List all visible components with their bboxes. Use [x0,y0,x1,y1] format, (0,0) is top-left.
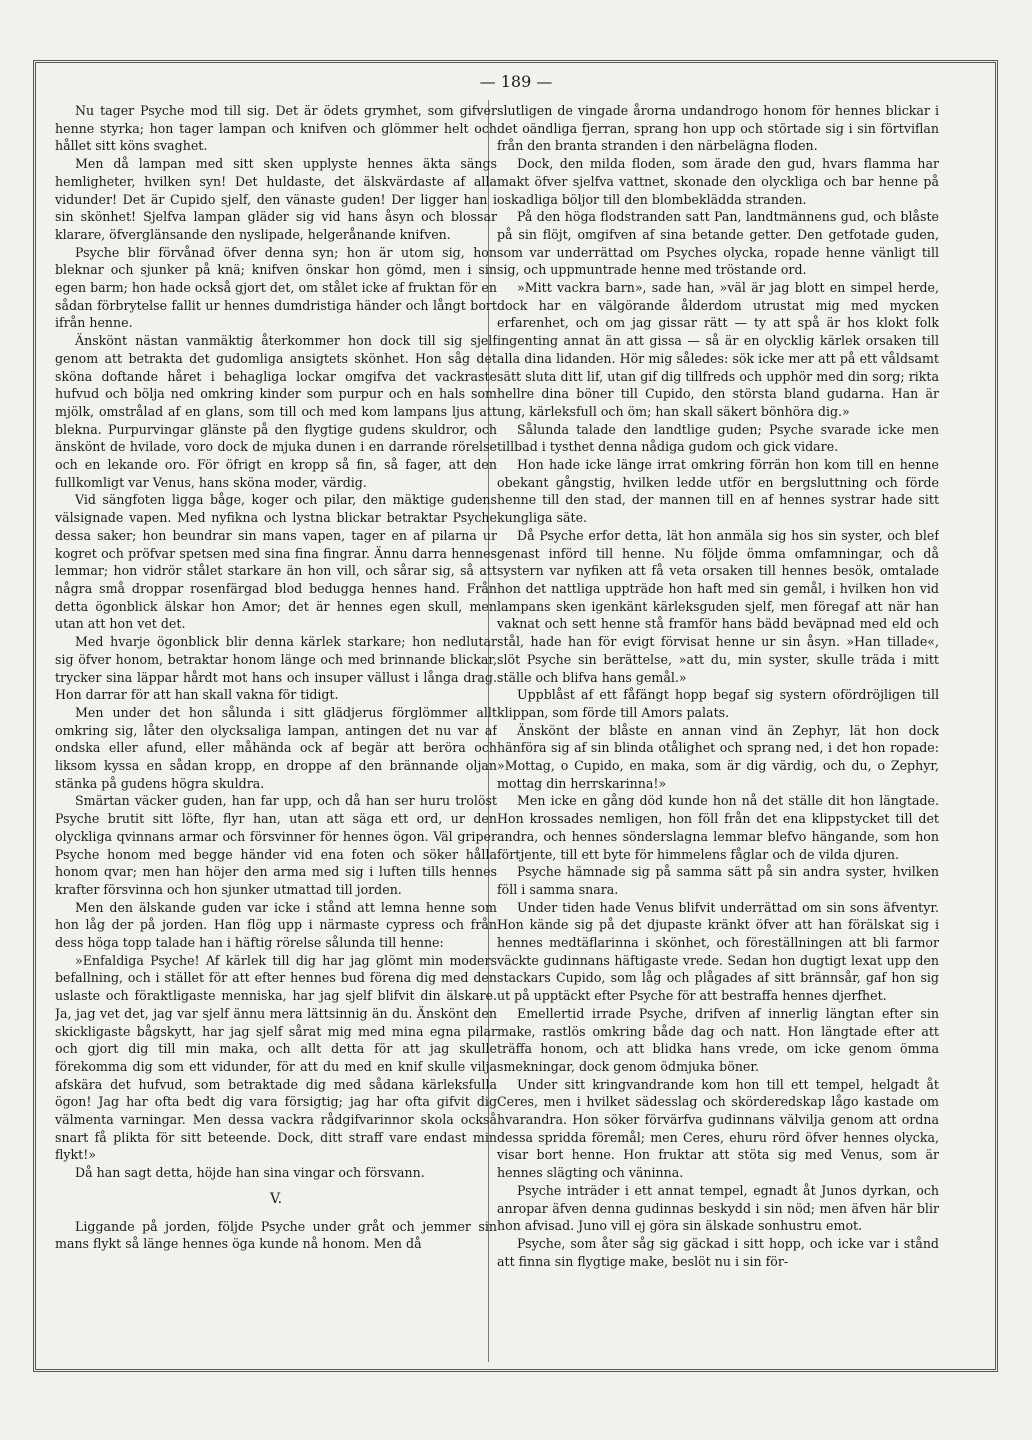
paragraph: Med hvarje ögonblick blir denna kärlek starkare; hon nedlutar sig öfver honom, betraktar honom länge och med brinnande blickar, trycker sina läppar hårdt mot hans och insuper vällust i långa drag. Hon darrar för att han skall vakna för tidigt. [55,634,497,703]
paragraph: Vid sängfoten ligga båge, koger och pilar, den mäktige gudens välsignade vapen. Med nyfikna och lystna blickar betraktar Psyche dessa saker; hon beundrar sin mans vapen, tager en af pilarna ur kogret och pröfvar spetsen med sina fina fingrar. Ännu darra hennes lemmar; hon vidrör stålet starkare än hon vill, och sårar sig, så att några små droppar rosenfärgad blod bedugga hennes hand. Från detta ögonblick älskar hon Amor; det är hennes egen skull, men utan att hon vet det. [55,492,497,632]
paragraph: Hon hade icke länge irrat omkring förrän hon kom till en henne obekant gångstig, hvilken ledde utför en bergsluttning och förde henne till den stad, der mannen till en af hennes systrar hade sitt kungliga säte. [497,457,939,526]
paragraph: På den höga flodstranden satt Pan, landtmännens gud, och blåste på sin flöjt, omgifven af sina betande getter. Den getfotade guden, som var underrättad om Psyches olycka, ropade henne vänligt till sig, och uppmuntrade henne med tröstande ord. [497,209,939,278]
paragraph: Nu tager Psyche mod till sig. Det är ödets grymhet, som gifver henne styrka; hon tager lampan och knifven och glömmer helt och hållet sitt köns svaghet. [55,103,497,154]
paragraph: Men då lampan med sitt sken upplyste hennes äkta sängs hemligheter, hvilken syn! Det huldaste, det älskvärdaste af alla vidunder! Det är Cupido sjelf, den vänaste guden! Der ligger han i sin skönhet! Sjelfva lampan gläder sig vid hans åsyn och blossar klarare, öfverglänsande den nyslipade, helgerånande knifven. [55,156,497,242]
paragraph: Men under det hon sålunda i sitt glädjerus förglömmer allt omkring sig, låter den olycksaliga lampan, antingen det nu var af ondska eller afund, eller måhända ock af begär att beröra och liksom kyssa en sådan kropp, en droppe af den brännande oljan stänka på gudens högra skuldra. [55,704,497,791]
paragraph-continuation: slutligen de vingade årorna undandrogo honom för hennes blickar i det oändliga fjerran, sprang hon upp och störtade sig i sin förtviflan från den branta stranden i den närbelägna floden. [497,103,939,154]
right-column [497,102,939,1364]
paragraph: Smärtan väcker guden, han far upp, och då han ser huru trolöst Psyche brutit sitt löfte, flyr han, utan att säga ett ord, ur den olyckliga qvinnans armar och försvinner för hennes ögon. Väl griper Psyche honom med begge händer vid ena foten och söker hålla honom qvar; men han höjer den arma med sig i luften tills hennes krafter försvinna och hon sjunker utmattad till jorden. [55,793,497,897]
paragraph: Dock, den milda floden, som ärade den gud, hvars flamma har makt öfver sjelfva vattnet, skonade den olyckliga och bar henne på oskadliga böljor till den blombeklädda stranden. [497,156,939,207]
paragraph: Psyche hämnade sig på samma sätt på sin andra syster, hvilken föll i samma snara. [497,864,939,897]
paragraph: Psyche, som åter såg sig gäckad i sitt hopp, och icke var i stånd att finna sin flygtige make, beslöt nu i sin för- [497,1236,939,1269]
paragraph: »Mitt vackra barn», sade han, »väl är jag blott en simpel herde, dock har en välgörande ålderdom utrustat mig med mycken erfarenhet, och om jag gissar rätt — ty att spå är hos klokt folk ingenting annat än att gissa — så är en olycklig kärlek orsaken till alla dina lidanden. Hör mig således: sök icke mer att på ett våldsamt sätt sluta ditt lif, utan gif dig tillfreds och upphör med din sorg; rikta hellre dina böner till Cupido, den största bland gudarna. Han är ung, kärleksfull och öm; han skall säkert bönhöra dig.» [497,280,939,419]
paragraph: Änskönt der blåste en annan vind än Zephyr, lät hon dock hänföra sig af sin blinda otålighet och sprang ned, i det hon ropade: »Mottag, o Cupido, en maka, som är dig värdig, och du, o Zephyr, mottag din herrskarinna!» [497,722,939,791]
paragraph: Emellertid irrade Psyche, drifven af innerlig längtan efter sin make, rastlös omkring både dag och natt. Hon längtade efter att träffa honom, och att blidka hans vrede, om icke genom ömma smekningar, dock genom ödmjuka böner. [497,1005,939,1074]
paragraph: Under sitt kringvandrande kom hon till ett tempel, helgadt åt Ceres, men i hvilket sädesslag och skörderedskap lågo kastade om hvarandra. Hon söker förvärfva gudinnans välvilja genom att ordna dessa spridda föremål; men Ceres, ehuru rörd öfver hennes olycka, visar bort henne. Hon fruktar att stöta sig med Venus, som är hennes slägting och väninna. [497,1076,939,1181]
left-column [55,102,497,1364]
page-number: — 189 — [479,72,553,91]
paragraph: Men den älskande guden var icke i stånd att lemna henne som hon låg der på jorden. Han flög upp i närmaste cypress och från dess höga topp talade han i häftig rörelse sålunda till henne: [55,899,497,951]
paragraph: Änskönt nästan vanmäktig återkommer hon dock till sig sjelf genom att betrakta det gudomliga ansigtets skönhet. Hon såg det sköna doftande håret i behagliga lockar omgifva det vackraste hufvud och bölja ned omkring kinder som purpur och en hals som mjölk, omstrålad af en glans, som till och med kom lampans ljus att blekna. Purpurvingar glänste på den flygtige gudens skuldror, och änskönt de hvilade, voro dock de mjuka dunen i en darrande rörelse och en lekande oro. För öfrigt en kropp så fin, så fager, att den fullkomligt var Venus, hans sköna moder, värdig. [55,333,497,490]
paragraph: Psyche inträder i ett annat tempel, egnadt åt Junos dyrkan, och anropar äfven denna gudinnas beskydd i sin nöd; men äfven här blir hon afvisad. Juno vill ej göra sin älskade sonhustru emot. [497,1182,939,1234]
paragraph: Liggande på jorden, följde Psyche under gråt och jemmer sin mans flykt så länge hennes öga kunde nå honom. Men då [55,1218,497,1252]
section-heading: V. [269,1190,283,1207]
paragraph: »Enfaldiga Psyche! Af kärlek till dig har jag glömt min moders befallning, och i stället för att efter hennes bud förena dig med den uslaste och föraktligaste menniska, har jag sjelf blifvit din älskare. Ja, jag vet det, jag var sjelf ännu mera lättsinnig än du. Änskönt den skickligaste bågskytt, har jag sjelf sårat mig med mina egna pilar och gjort dig till min maka, och allt detta för att jag skulle förekomma dig som ett vidunder, för att du med en knif skulle vilja afskära det hufvud, som betraktade dig med sådana kärleksfulla ögon! Jag har ofta bedt dig vara försigtig; jag har ofta gifvit dig välmenta varningar. Men dessa vackra rådgifvarinnor skola också snart få plikta för sitt beteende. Dock, ditt straff vare endast min flykt!» [55,952,497,1163]
paragraph: Psyche blir förvånad öfver denna syn; hon är utom sig, hon bleknar och sjunker på knä; knifven önskar hon gömd, men i sin egen barm; hon hade också gjort det, om stålet icke af fruktan för en sådan förbrytelse fallit ur hennes dumdristiga händer och långt bort ifrån henne. [55,244,497,331]
paragraph: Då Psyche erfor detta, lät hon anmäla sig hos sin syster, och blef genast införd till henne. Nu följde ömma omfamningar, och då systern var nyfiken att få veta orsaken till hennes besök, omtalade hon det nattliga uppträde hon haft med sin gemål, i hvilken hon vid lampans sken igenkänt kärleksguden sjelf, men föregaf att när han vaknat och sett henne stå framför hans bädd beväpnad med eld och stål, hade han för evigt förvisat henne ur sin åsyn. »Han tillade«, slöt Psyche sin berättelse, »att du, min syster, skulle träda i mitt ställe och blifva hans gemål.» [497,527,939,685]
paragraph: Då han sagt detta, höjde han sina vingar och försvann. [75,1165,425,1181]
paragraph: Under tiden hade Venus blifvit underrättad om sin sons äfventyr. Hon kände sig på det djupaste kränkt öfver att han förälskat sig i hennes medtäflarinna i skönhet, och föreställningen att bli farmor väckte gudinnans häftigaste vrede. Sedan hon dugtigt lexat upp den stackars Cupido, som låg och plågades af sitt brännsår, gaf hon sig ut på upptäckt efter Psyche för att bestraffa hennes djerfhet. [497,899,939,1004]
paragraph: Men icke en gång död kunde hon nå det ställe dit hon längtade. Hon krossades nemligen, hon föll från det ena klippstycket till det andra, och hennes sönderslagna lemmar blefvo hängande, som hon förtjente, till ett byte för himmelens fåglar och de vilda djuren. [497,793,939,862]
paragraph: Sålunda talade den landtlige guden; Psyche svarade icke men tillbad i tysthet denna nådiga gudom och gick vidare. [497,421,939,455]
paragraph: Uppblåst af ett fåfängt hopp begaf sig systern ofördröjligen till klippan, som förde till Amors palats. [497,687,939,720]
